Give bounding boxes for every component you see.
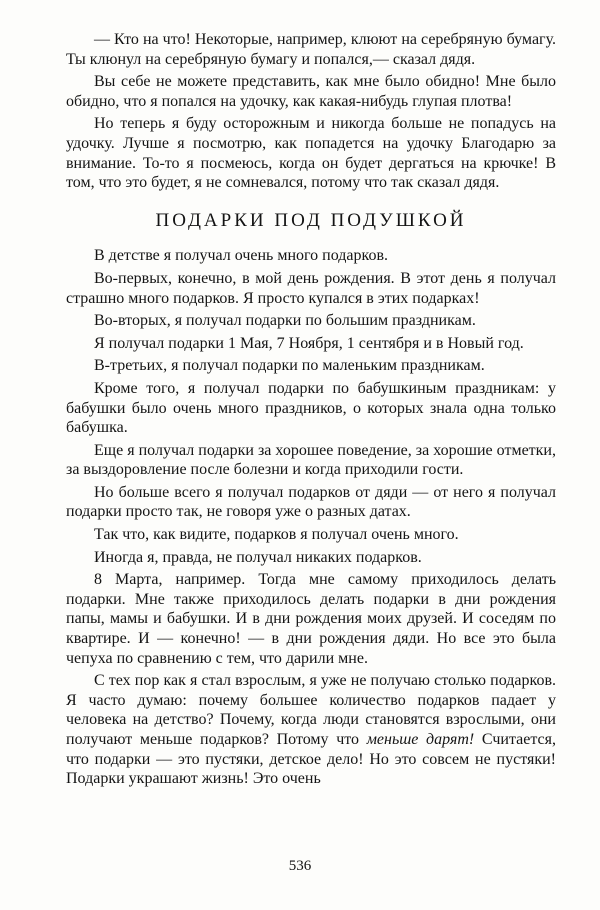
paragraph: — Кто на что! Некоторые, например, клюют на серебряную бумагу. Ты клюнул на серебряную бумагу и попался,— сказал дядя. [66, 31, 556, 68]
paragraph-last [66, 671, 556, 789]
text-run: С тех пор как я стал взрослым, я уже не получаю столько подарков. Я часто думаю: почему большее количество подарков падает у человека на детство? Почему, когда люди становятся взрослыми, они получают меньше подарков? Потому что [66, 672, 556, 748]
body-text [66, 30, 556, 792]
italic-text-run: меньше дарят! [366, 731, 475, 748]
paragraph: В-третьих, я получал подарки по маленьким праздникам. [94, 357, 485, 375]
text-run: Считается, что подарки — это пустяки, детское дело! Но это совсем не пустяки! Подарки украшают жизнь! Это очень [66, 731, 557, 788]
paragraph: Кроме того, я получал подарки по бабушкиным праздникам: у бабушки было очень много праздников, о которых знала одна только бабушка. [66, 379, 556, 437]
paragraph: Иногда я, правда, не получал никаких подарков. [94, 548, 422, 566]
paragraph: Вы себе не можете представить, как мне было обидно! Мне было обидно, что я попался на удочку, как какая-нибудь глупая плотва! [66, 73, 556, 110]
paragraph: Я получал подарки 1 Мая, 7 Ноября, 1 сентября и в Новый год. [94, 334, 524, 352]
paragraph: Еще я получал подарки за хорошее поведение, за хорошие отметки, за выздоровление после болезни и когда приходили гости. [66, 441, 556, 479]
paragraph: Но больше всего я получал подарков от дяди — от него я получал подарки просто так, не говоря уже о разных датах. [66, 483, 556, 521]
paragraph: Но теперь я буду осторожным и никогда больше не попадусь на удочку. Лучше я посмотрю, как попадется на удочку Благодарю за внимание. То-то я посмеюсь, когда он будет дергаться на крючке! В том, что это будет, я не сомневался, потому что так сказал дядя. [66, 115, 556, 192]
paragraph: Так что, как видите, подарков я получал очень много. [94, 526, 459, 544]
chapter-heading: ПОДАРКИ ПОД ПОДУШКОЙ [155, 209, 467, 231]
paragraph: 8 Марта, например. Тогда мне самому приходилось делать подарки. Мне также приходилось делать подарки в дни рождения папы, мамы и бабушки. И в дни рождения моих друзей. И соседям по квартире. И — конечно! — в дни рождения дяди. Но все это была чепуха по сравнению с тем, что дарили мне. [66, 571, 556, 667]
paragraph: В детстве я получал очень много подарков. [94, 247, 389, 265]
paragraph: Во-вторых, я получал подарки по большим праздникам. [94, 312, 476, 330]
paragraph: Во-первых, конечно, в мой день рождения. В этот день я получал страшно много подарков. Я просто купался в этих подарках! [66, 269, 556, 307]
page-number: 536 [288, 858, 312, 874]
